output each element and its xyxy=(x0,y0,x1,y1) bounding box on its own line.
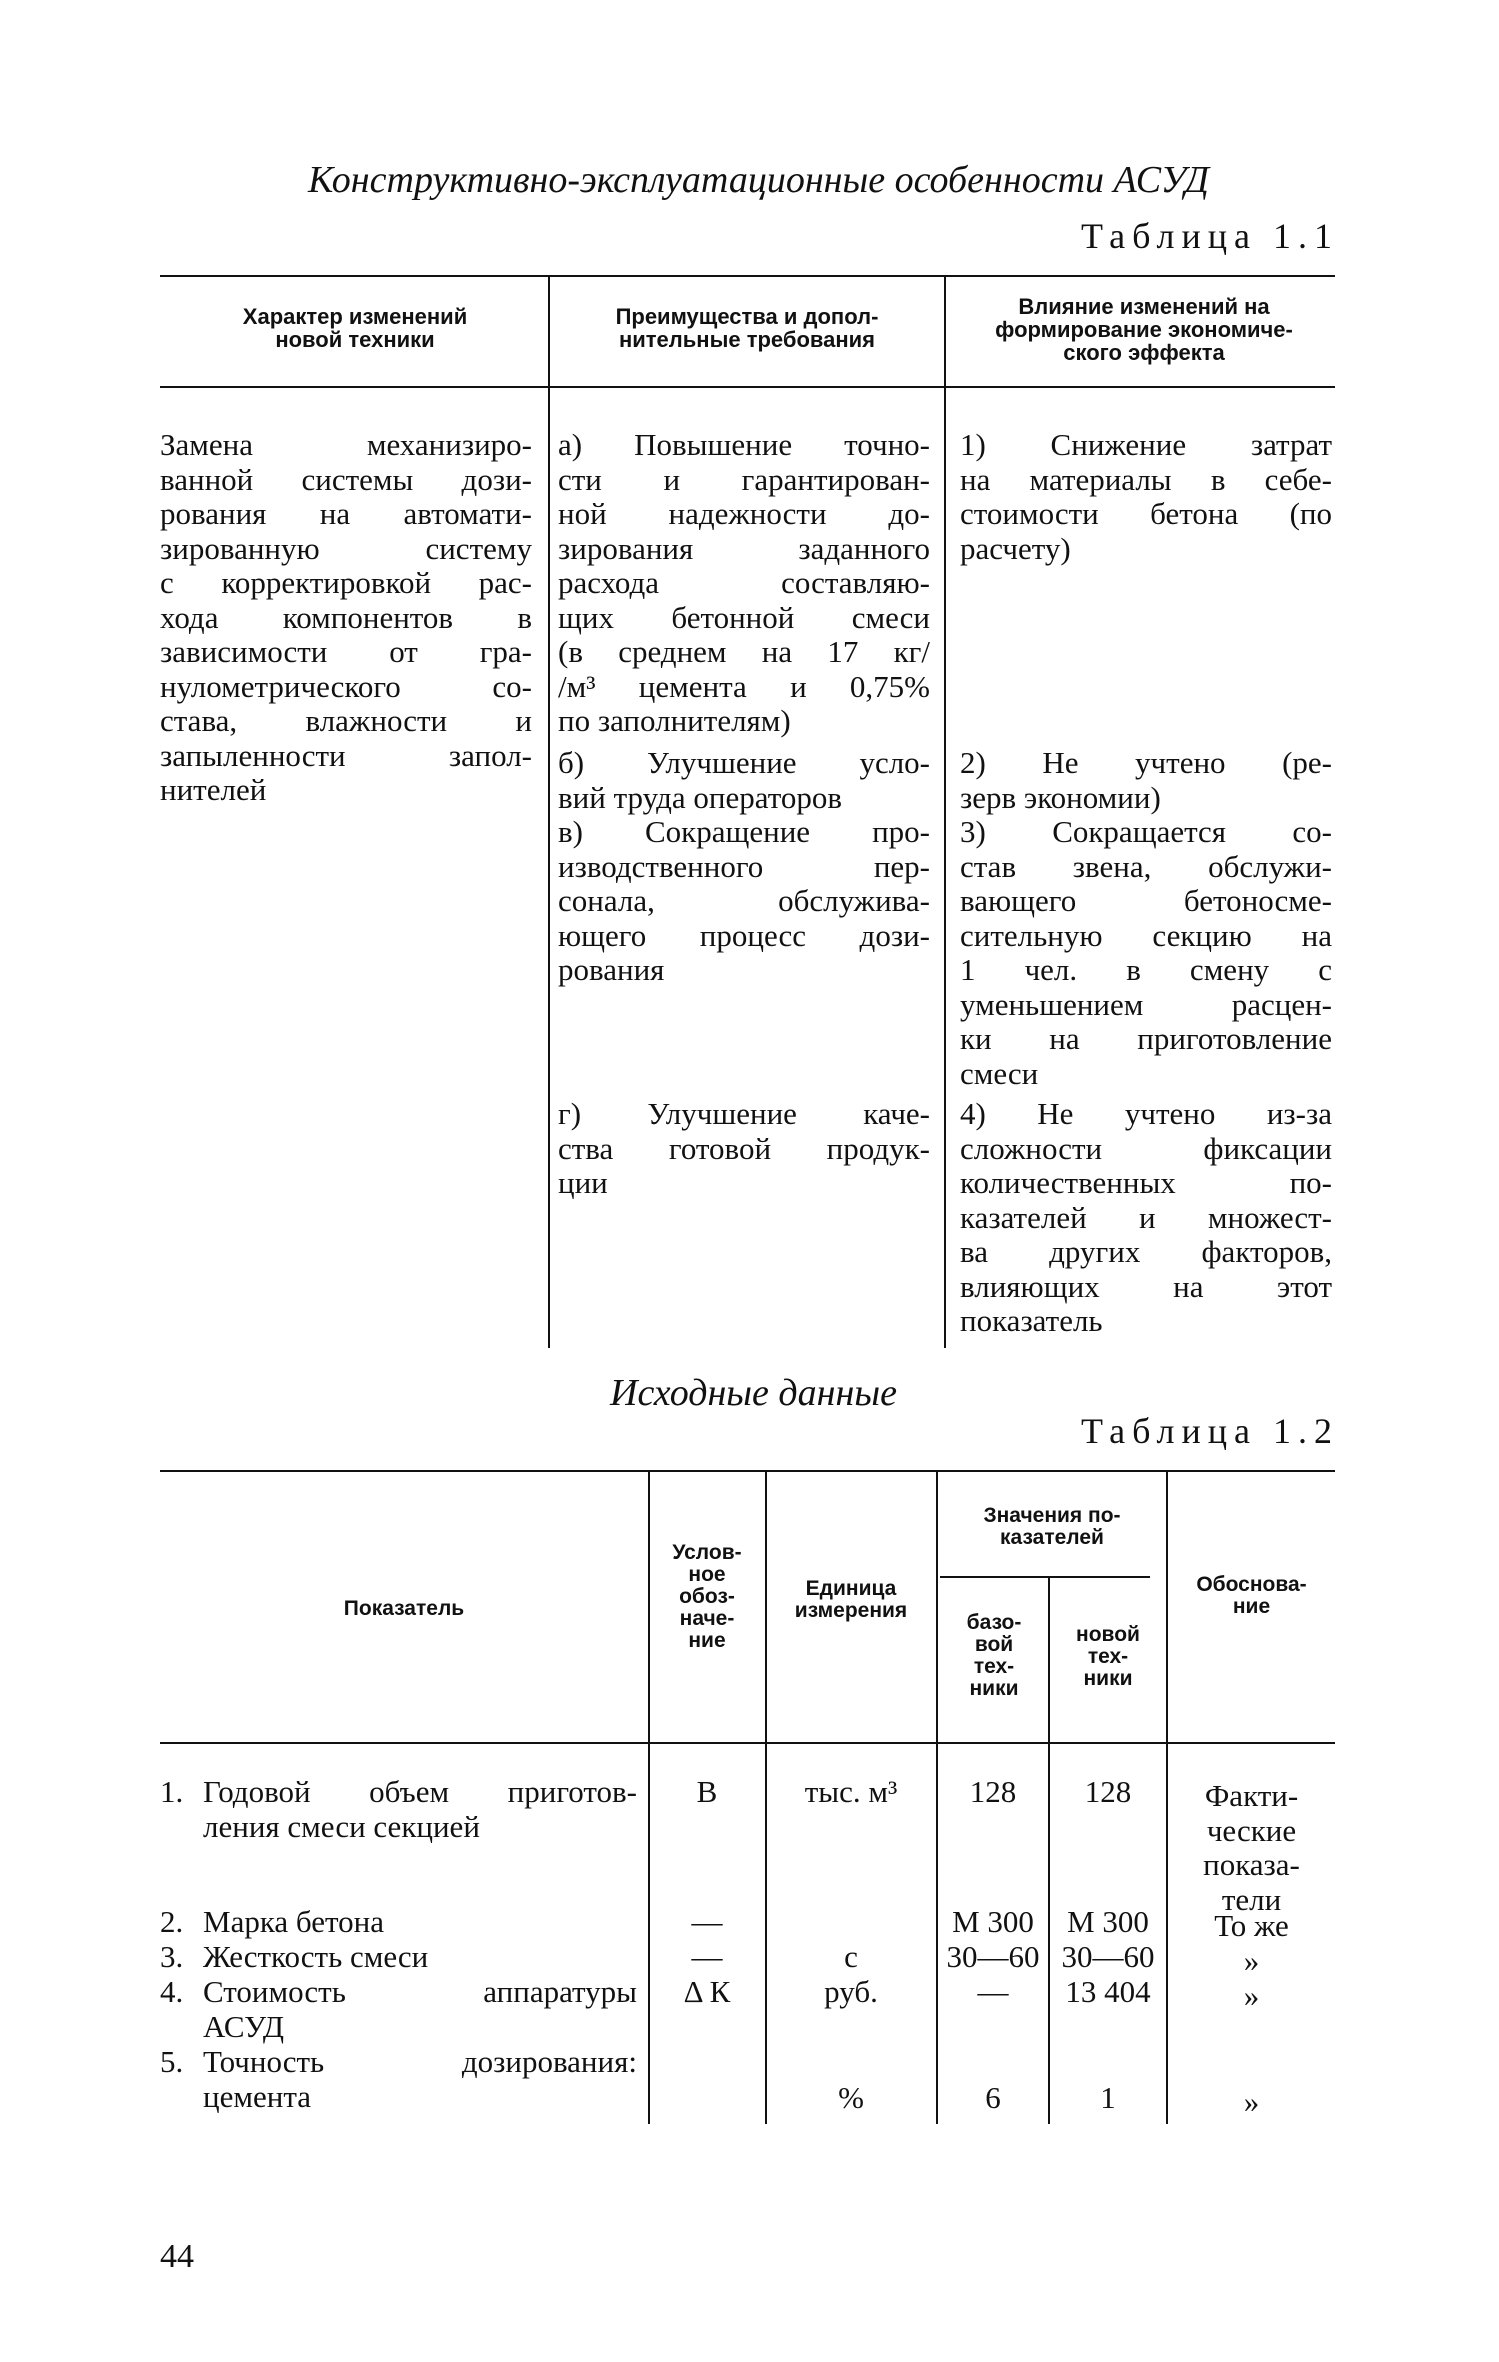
text-line: по заполнителям) xyxy=(558,703,791,738)
text-line: новой xyxy=(1076,1623,1140,1646)
text-line: в) Сокращение про- xyxy=(558,814,930,849)
text-line: вий труда операторов xyxy=(558,779,842,815)
text-line: ческие xyxy=(1206,1812,1297,1848)
text-line: ления смеси секцией xyxy=(203,1808,480,1844)
table1-top-rule xyxy=(160,275,1335,277)
text-line: а) Повышение точно- xyxy=(558,427,930,462)
text-line: 2) Не учтено (ре- xyxy=(960,745,1332,780)
row-unit: % xyxy=(838,2080,864,2115)
table1-cell-change xyxy=(160,428,532,808)
text-line: став звена, обслужи- xyxy=(960,848,1332,884)
table2-label: Таблица 1.2 xyxy=(1081,1411,1339,1451)
text-line: щих бетонной смеси xyxy=(558,599,930,635)
row-number: 3. xyxy=(160,1939,184,1974)
table2-header-values xyxy=(940,1505,1164,1549)
text-line: Преимущества и допол- xyxy=(615,304,879,329)
text-line: расчету) xyxy=(960,530,1071,566)
table1-col-divider-1 xyxy=(548,276,550,1348)
text-line: ние xyxy=(688,1629,726,1652)
text-line: То же xyxy=(1214,1908,1289,1943)
text-line: Точность дозирования: xyxy=(203,2044,637,2079)
row-indicator-name xyxy=(203,1775,637,1844)
text-line: сложности фиксации xyxy=(960,1130,1332,1166)
text-line: 4) Не учтено из-за xyxy=(960,1096,1332,1131)
row-unit: тыс. м³ xyxy=(804,1774,898,1809)
text-line: Замена механизиро- xyxy=(160,427,532,462)
row-new-value: М 300 xyxy=(1067,1904,1149,1939)
table1-cell-effect-3 xyxy=(960,815,1332,1091)
text-line: АСУД xyxy=(203,2008,285,2044)
text-line: вающего бетоносме- xyxy=(960,883,1332,918)
row-base-value: 30—60 xyxy=(946,1939,1040,1974)
text-line: казателей xyxy=(1000,1526,1104,1549)
table1-header-change xyxy=(170,305,540,351)
row-symbol: — xyxy=(691,1939,723,1974)
row-indicator-name xyxy=(203,1940,637,1975)
text-line: запыленности запол- xyxy=(160,737,532,773)
text-line: Единица xyxy=(805,1577,897,1600)
text-line: с корректировкой рас- xyxy=(160,565,532,600)
text-line: вой xyxy=(974,1633,1014,1656)
row-symbol: В xyxy=(696,1774,718,1809)
table2-header-rule xyxy=(160,1742,1335,1744)
table2-header-base xyxy=(940,1612,1048,1700)
text-line: нителей xyxy=(160,772,267,807)
table2-header-new xyxy=(1050,1624,1166,1690)
text-line: Значения по- xyxy=(983,1504,1121,1527)
text-line: тех- xyxy=(973,1655,1015,1678)
table1-cell-advantage-a xyxy=(558,428,930,739)
row-new-value: 30—60 xyxy=(1061,1939,1155,1974)
row-indicator-name xyxy=(203,1975,637,2044)
table2-values-rule xyxy=(940,1576,1150,1578)
text-line: ное xyxy=(688,1563,726,1586)
row-unit: с xyxy=(844,1939,858,1974)
text-line: сти и гарантирован- xyxy=(558,461,930,497)
text-line: изводственного пер- xyxy=(558,848,930,884)
text-line: влияющих на этот xyxy=(960,1268,1332,1304)
text-line: ющего процесс дози- xyxy=(558,917,930,953)
table1-cell-effect-4 xyxy=(960,1097,1332,1339)
text-line: рования на автомати- xyxy=(160,496,532,531)
row-base-value: — xyxy=(977,1974,1009,2009)
text-line: показа- xyxy=(1203,1847,1300,1882)
text-line: » xyxy=(1243,2084,1260,2119)
table1-cell-advantage-g xyxy=(558,1097,930,1201)
text-line: формирование экономиче- xyxy=(995,317,1293,342)
text-line: ники xyxy=(1083,1667,1133,1690)
text-line: цемента xyxy=(203,2078,312,2114)
text-line: става, влажности и xyxy=(160,703,532,738)
row-basis xyxy=(1168,1909,1335,1944)
text-line: нулометрического со- xyxy=(160,668,532,704)
text-line: рования xyxy=(558,952,665,987)
text-line: зированную систему xyxy=(160,530,532,566)
text-line: тех- xyxy=(1087,1645,1129,1668)
text-line: ства готовой продук- xyxy=(558,1130,930,1166)
text-line: показатель xyxy=(960,1303,1103,1338)
row-number: 1. xyxy=(160,1774,184,1809)
table2-top-rule xyxy=(160,1470,1335,1472)
text-line: стоимости бетона (по xyxy=(960,496,1332,531)
page-number: 44 xyxy=(160,2238,194,2275)
text-line: ники xyxy=(969,1677,1019,1700)
text-line: Услов- xyxy=(672,1541,742,1564)
text-line: 1) Снижение затрат xyxy=(960,427,1332,462)
text-line: тели xyxy=(1221,1881,1282,1917)
text-line: зирования заданного xyxy=(558,530,930,566)
text-line: смеси xyxy=(960,1055,1039,1091)
text-line: ванной системы дози- xyxy=(160,461,532,497)
text-line: наче- xyxy=(679,1607,735,1630)
table1-header-advantages xyxy=(556,305,938,351)
row-indicator-name xyxy=(203,2045,637,2114)
text-line: хода компонентов в xyxy=(160,599,532,635)
text-line: базо- xyxy=(966,1611,1022,1634)
text-line: Стоимость аппаратуры xyxy=(203,1974,637,2009)
text-line: новой техники xyxy=(275,327,435,352)
text-line: ние xyxy=(1232,1595,1271,1618)
row-indicator-name xyxy=(203,1905,637,1940)
table1-cell-advantage-v xyxy=(558,815,930,988)
table1-label: Таблица 1.1 xyxy=(1081,216,1339,256)
row-number: 2. xyxy=(160,1904,184,1939)
row-basis xyxy=(1168,1779,1335,1917)
text-line: измерения xyxy=(794,1599,908,1622)
row-basis xyxy=(1168,1944,1335,1979)
row-number: 4. xyxy=(160,1974,184,2009)
table1-col-divider-2 xyxy=(944,276,946,1348)
text-line: Жесткость смеси xyxy=(203,1939,429,1974)
text-line: Годовой объем приготов- xyxy=(203,1774,637,1809)
table1-cell-advantage-b xyxy=(558,746,930,815)
table1-header-influence xyxy=(952,295,1336,364)
row-base-value: М 300 xyxy=(952,1904,1034,1939)
text-line: расхода составляю- xyxy=(558,565,930,600)
text-line: б) Улучшение усло- xyxy=(558,745,930,780)
row-new-value: 13 404 xyxy=(1065,1974,1151,2009)
row-basis xyxy=(1168,2085,1335,2120)
row-number: 5. xyxy=(160,2044,184,2079)
text-line: сительную секцию на xyxy=(960,917,1332,953)
table1-title: Конструктивно-эксплуатационные особенности АСУД xyxy=(308,159,1209,201)
row-unit: руб. xyxy=(824,1974,878,2009)
text-line: 1 чел. в смену с xyxy=(960,952,1332,987)
text-line: Обоснова- xyxy=(1196,1573,1307,1596)
text-line: на материалы в себе- xyxy=(960,461,1332,497)
text-line: ки на приготовление xyxy=(960,1021,1332,1056)
table2-header-basis xyxy=(1168,1574,1335,1618)
row-base-value: 6 xyxy=(985,2080,1001,2115)
text-line: ной надежности до- xyxy=(558,496,930,531)
row-symbol: Δ К xyxy=(683,1974,731,2009)
text-line: г) Улучшение каче- xyxy=(558,1096,930,1131)
text-line: обоз- xyxy=(679,1585,735,1608)
text-line: ции xyxy=(558,1165,608,1200)
table1-cell-effect-2 xyxy=(960,746,1332,815)
row-new-value: 128 xyxy=(1084,1774,1132,1809)
text-line: Марка бетона xyxy=(203,1904,385,1939)
table2-title: Исходные данные xyxy=(610,1372,897,1414)
text-line: Факти- xyxy=(1204,1778,1299,1813)
text-line: уменьшением расцен- xyxy=(960,986,1332,1022)
text-line: ского эффекта xyxy=(1063,340,1225,365)
table1-header-rule xyxy=(160,386,1335,388)
row-basis xyxy=(1168,1979,1335,2014)
text-line: » xyxy=(1243,1943,1260,1978)
table1-cell-effect-1 xyxy=(960,428,1332,566)
text-line: Влияние изменений на xyxy=(1018,294,1270,319)
text-line: Характер изменений xyxy=(242,304,468,329)
table2-header-unit xyxy=(767,1578,935,1622)
text-line: ва других факторов, xyxy=(960,1234,1332,1269)
text-line: зерв экономии) xyxy=(960,779,1161,815)
text-line: /м³ цемента и 0,75% xyxy=(558,668,930,704)
text-line: зависимости от гра- xyxy=(160,634,532,669)
text-line: 3) Сокращается со- xyxy=(960,814,1332,849)
row-base-value: 128 xyxy=(969,1774,1017,1809)
text-line: нительные требования xyxy=(618,327,876,352)
text-line: » xyxy=(1243,1978,1260,2013)
text-line: количественных по- xyxy=(960,1165,1332,1200)
text-line: казателей и множест- xyxy=(960,1199,1332,1235)
table2-header-indicator: Показатель xyxy=(343,1597,465,1620)
row-new-value: 1 xyxy=(1100,2080,1116,2115)
row-symbol: — xyxy=(691,1904,723,1939)
table2-header-symbol xyxy=(650,1542,764,1652)
text-line: сонала, обслужива- xyxy=(558,883,930,918)
text-line: (в среднем на 17 кг/ xyxy=(558,634,930,669)
